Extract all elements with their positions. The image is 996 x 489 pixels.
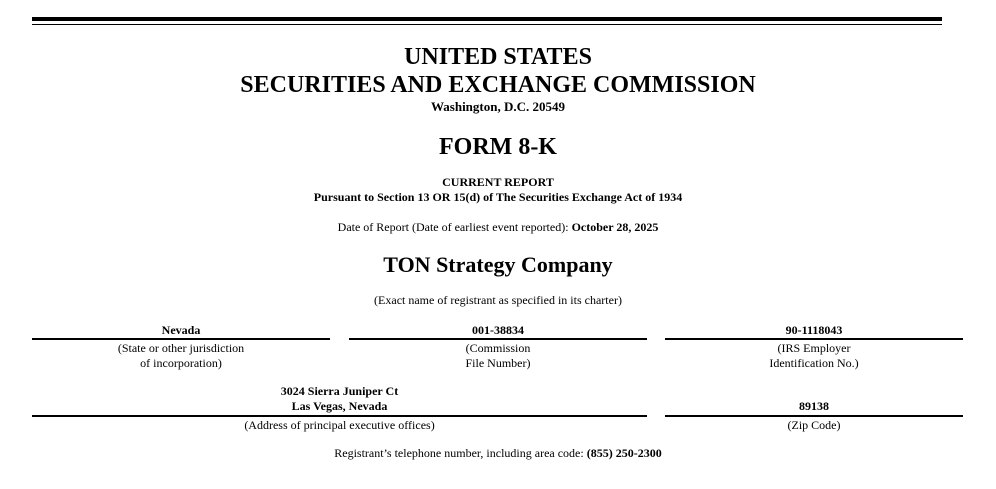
- date-label: Date of Report (Date of earliest event reported):: [337, 220, 569, 234]
- registrant-name: TON Strategy Company: [383, 252, 613, 277]
- file-number-value: 001-38834: [472, 323, 524, 337]
- registrant-name-caption: (Exact name of registrant as specified in its charter): [374, 293, 622, 307]
- state-field: [32, 323, 330, 371]
- irs-caption-2: Identification No.): [769, 356, 859, 370]
- state-underline: [32, 338, 330, 340]
- file-number-field: [349, 323, 647, 371]
- telephone-line: [0, 446, 996, 460]
- state-caption-2: of incorporation): [140, 356, 222, 370]
- irs-caption-1: (IRS Employer: [777, 341, 851, 355]
- address-underline: [32, 415, 647, 417]
- date-of-report: [0, 220, 996, 234]
- state-caption-1: (State or other jurisdiction: [117, 341, 245, 355]
- address-line2: Las Vegas, Nevada: [291, 399, 388, 413]
- agency-address: Washington, D.C. 20549: [431, 99, 565, 114]
- zip-underline: [665, 415, 963, 417]
- address-line1: 3024 Sierra Juniper Ct: [280, 384, 399, 398]
- date-value: October 28, 2025: [571, 220, 659, 234]
- irs-field: [665, 323, 963, 371]
- agency-name: SECURITIES AND EXCHANGE COMMISSION: [240, 72, 756, 98]
- file-number-underline: [349, 338, 647, 340]
- agency-country: UNITED STATES: [404, 44, 592, 70]
- state-value: Nevada: [161, 323, 201, 337]
- phone-label: Registrant’s telephone number, including area code:: [334, 446, 584, 460]
- form-title: FORM 8-K: [439, 134, 557, 160]
- zip-field: [665, 399, 963, 433]
- file-caption-1: (Commission: [465, 341, 531, 355]
- top-rule-thick: [32, 17, 942, 21]
- pursuant-statement: Pursuant to Section 13 OR 15(d) of The Securities Exchange Act of 1934: [313, 190, 683, 204]
- file-caption-2: File Number): [465, 356, 531, 370]
- top-rule-thin: [32, 24, 942, 25]
- address-field: [32, 384, 647, 433]
- phone-value: (855) 250-2300: [586, 446, 662, 460]
- address-caption: (Address of principal executive offices): [244, 418, 435, 432]
- irs-value: 90-1118043: [785, 323, 843, 337]
- zip-value: 89138: [799, 399, 829, 413]
- irs-underline: [665, 338, 963, 340]
- zip-caption: (Zip Code): [787, 418, 841, 432]
- report-type: CURRENT REPORT: [442, 175, 554, 189]
